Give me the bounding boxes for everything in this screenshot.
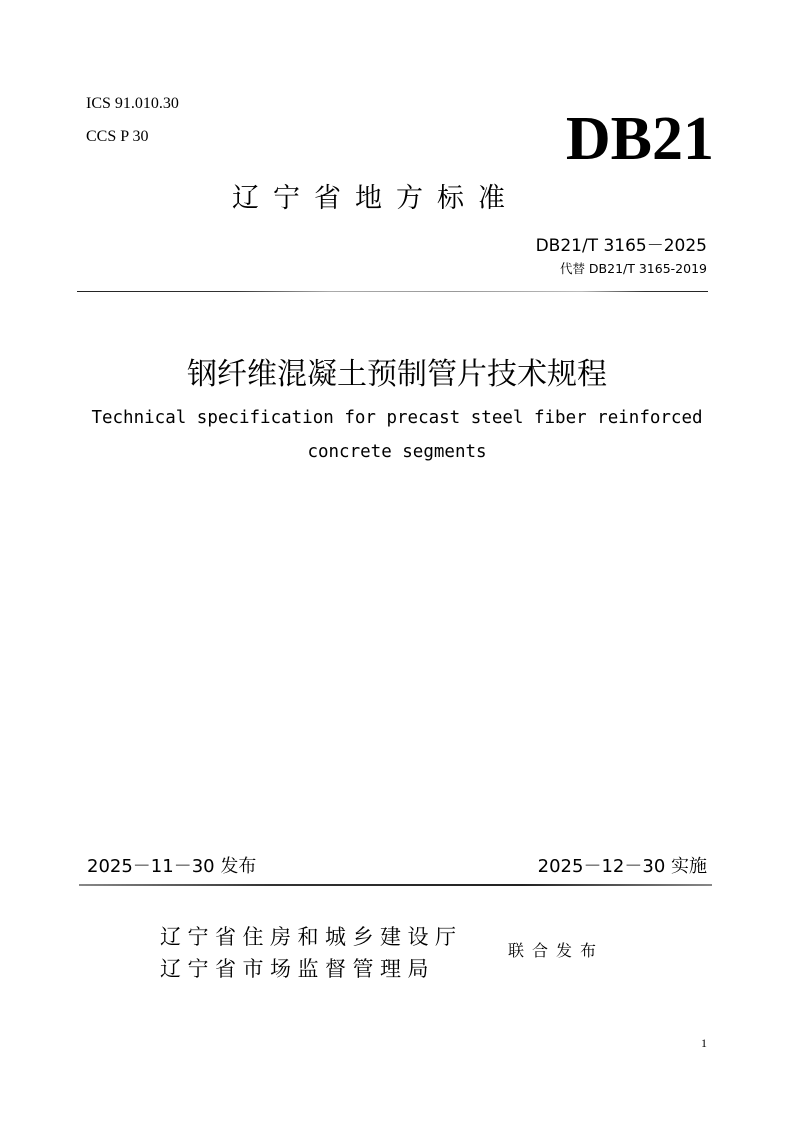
implementation-date: 2025－12－30 实施 (537, 856, 707, 877)
document-title-english-line2: concrete segments (307, 442, 487, 462)
standard-number: DB21/T 3165－2025 (535, 236, 707, 256)
issue-date: 2025－11－30 发布 (87, 856, 257, 877)
document-title-chinese: 钢纤维混凝土预制管片技术规程 (187, 357, 607, 392)
ics-code: ICS 91.010.30 (86, 95, 179, 112)
replaces-note: 代替 DB21/T 3165-2019 (559, 261, 707, 276)
standard-type: 辽宁省地方标准 (232, 183, 519, 214)
document-title-english-line1: Technical specification for precast steel fiber reinforced (91, 408, 703, 428)
ccs-code: CCS P 30 (86, 128, 149, 145)
standard-mark: DB21 (565, 105, 714, 173)
joint-issue-label: 联合发布 (508, 941, 605, 960)
page-number: 1 (701, 1036, 707, 1050)
issuer-market-regulation: 辽宁省市场监督管理局 (160, 957, 435, 981)
header-divider (77, 291, 708, 292)
issuer-housing-department: 辽宁省住房和城乡建设厅 (160, 925, 463, 949)
footer-divider (79, 884, 712, 886)
